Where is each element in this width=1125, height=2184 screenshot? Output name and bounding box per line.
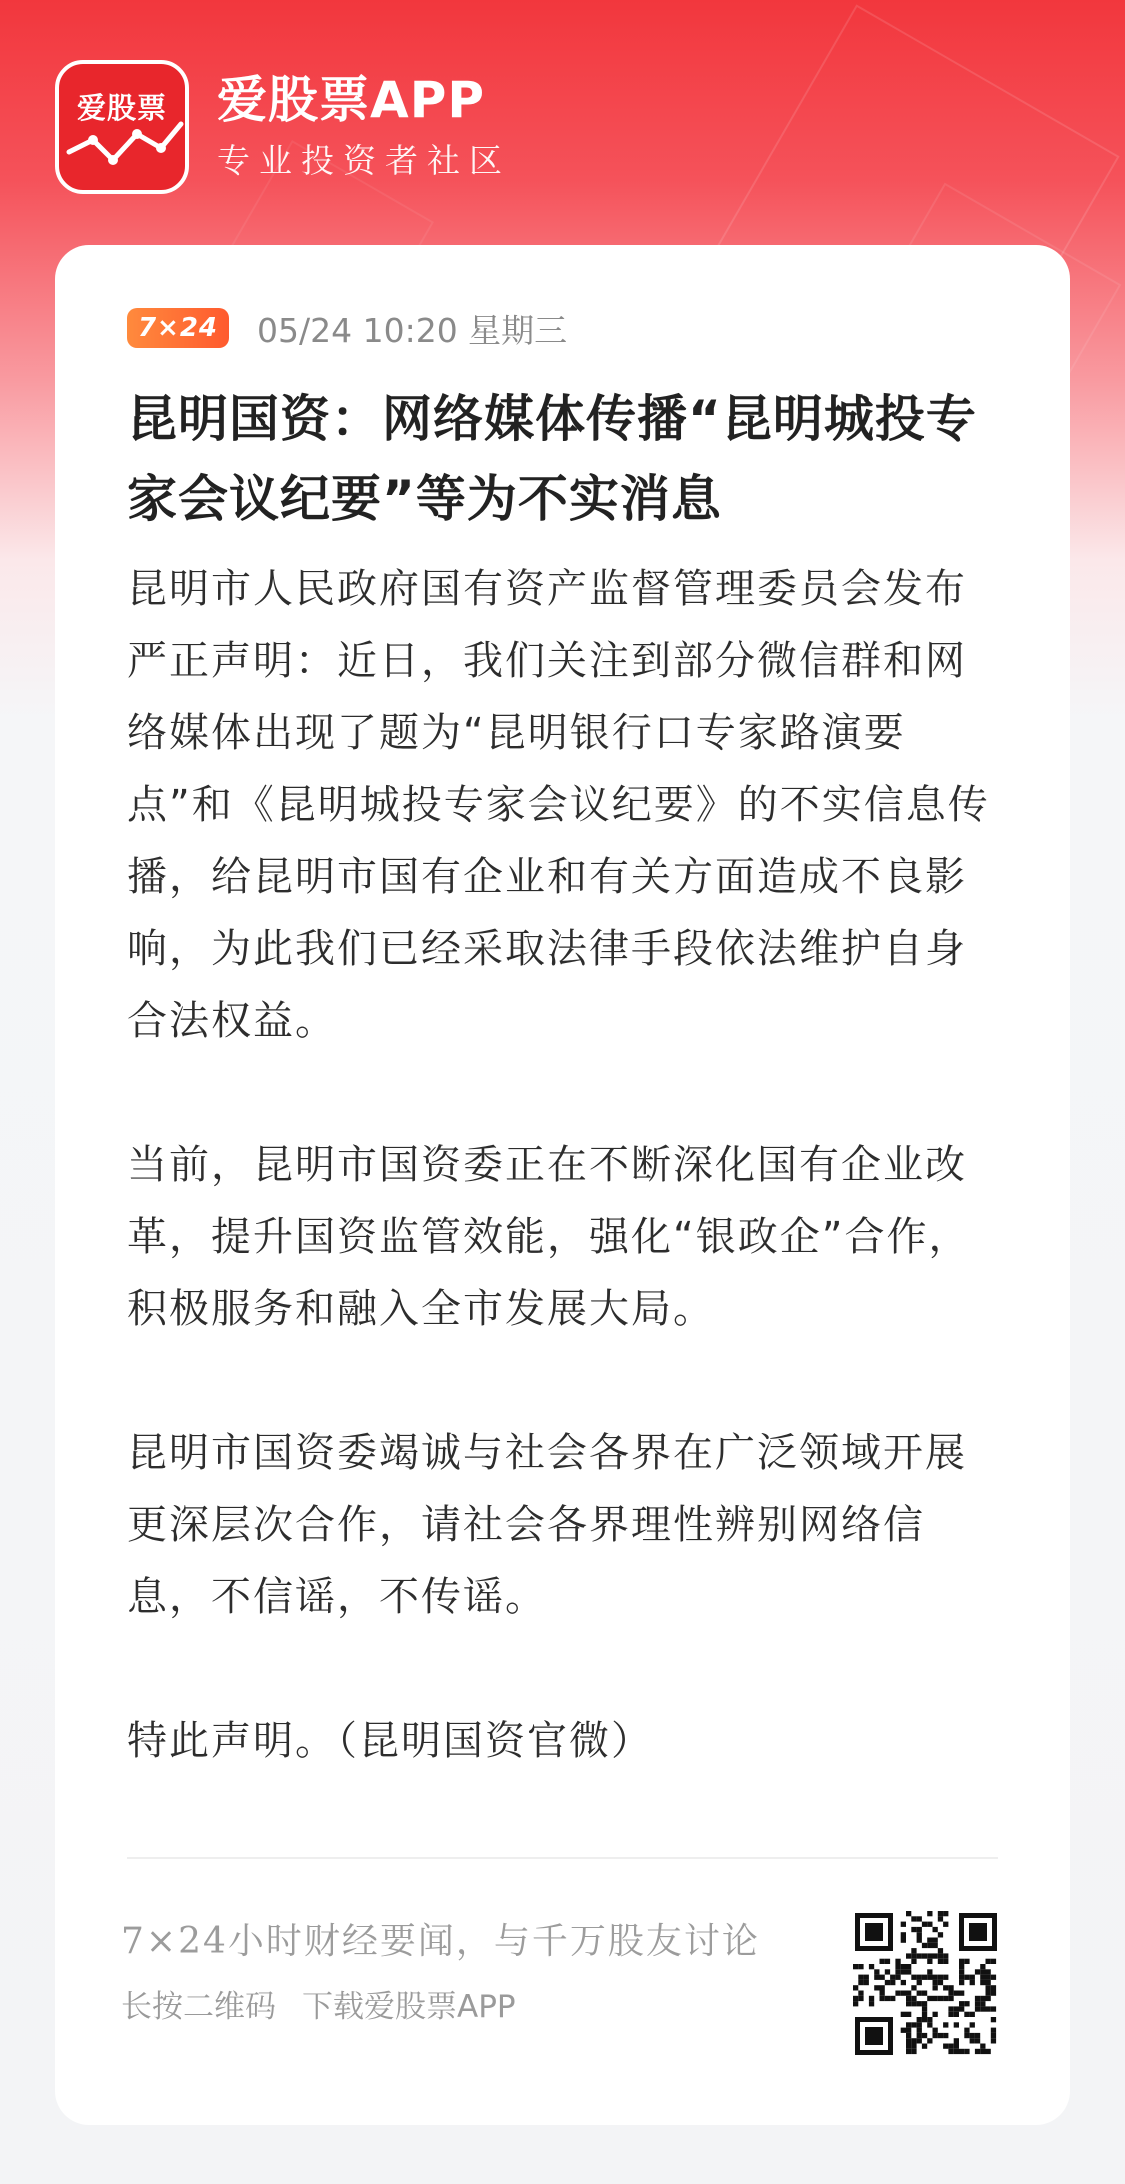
app-header bbox=[55, 60, 511, 194]
news-paragraph: 昆明市人民政府国有资产监督管理委员会发布严正声明：近日，我们关注到部分微信群和网络媒体出现了题为“昆明银行口专家路演要点”和《昆明城投专家会议纪要》的不实信息传播，给昆明市国有企业和有关方面造成不良影响，为此我们已经采取法律手段依法维护自身合法权益。 bbox=[127, 566, 990, 1044]
news-paragraph: 特此声明。（昆明国资官微） bbox=[127, 1718, 653, 1764]
7x24-badge: 7×24 bbox=[127, 308, 229, 348]
chart-line-icon bbox=[59, 64, 185, 190]
qr-hint: 长按二维码 bbox=[121, 1989, 276, 2025]
news-paragraph: 昆明市国资委竭诚与社会各界在广泛领域开展更深层次合作，请社会各界理性辨别网络信息，不信谣，不传谣。 bbox=[127, 1430, 967, 1620]
footer-instructions bbox=[121, 1985, 760, 2029]
news-meta bbox=[127, 303, 998, 353]
footer-divider bbox=[127, 1857, 998, 1859]
download-hint: 下载爱股票APP bbox=[302, 1989, 516, 2025]
footer-promo bbox=[121, 1917, 760, 2029]
app-logo bbox=[55, 60, 189, 194]
app-name: 爱股票APP bbox=[217, 71, 485, 129]
logo-text: 爱股票 bbox=[76, 91, 167, 125]
app-slogan: 专业投资者社区 bbox=[217, 141, 511, 180]
news-timestamp: 05/24 10:20 星期三 bbox=[257, 310, 568, 350]
news-title: 昆明国资：网络媒体传播“昆明城投专家会议纪要”等为不实消息 bbox=[127, 390, 977, 528]
footer-tagline: 7×24小时财经要闻，与千万股友讨论 bbox=[121, 1921, 760, 1962]
news-card bbox=[55, 245, 1070, 2125]
qr-code[interactable] bbox=[851, 1909, 1001, 2059]
news-paragraph: 当前，昆明市国资委正在不断深化国有企业改革，提升国资监管效能，强化“银政企”合作，积极服务和融入全市发展大局。 bbox=[127, 1142, 971, 1332]
